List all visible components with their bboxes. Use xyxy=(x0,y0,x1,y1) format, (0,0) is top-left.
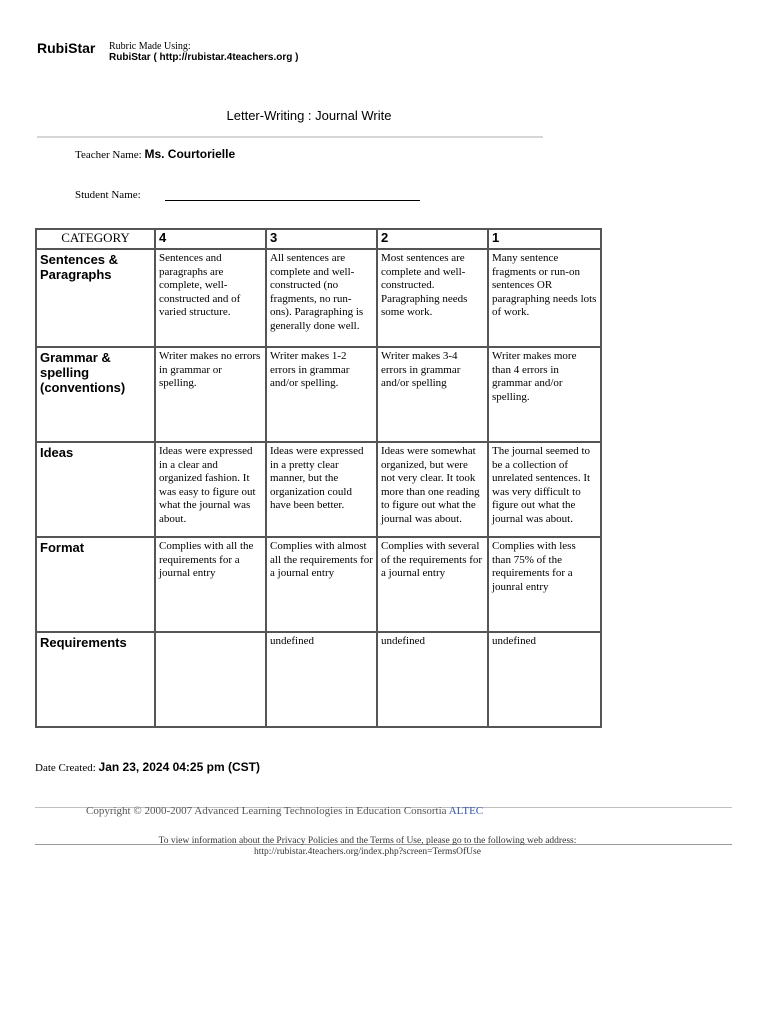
rubric-cell: Writer makes more than 4 errors in grammar and/or spelling. xyxy=(488,347,601,442)
rubric-cell: undefined xyxy=(488,632,601,727)
table-row xyxy=(36,249,601,347)
rubric-header-row xyxy=(36,229,601,249)
rubric-cell: undefined xyxy=(266,632,377,727)
row-category: Grammar & spelling (conventions) xyxy=(36,347,155,442)
row-category: Sentences & Paragraphs xyxy=(36,249,155,347)
teacher-name-label: Teacher Name: xyxy=(75,149,142,161)
rubric-cell: Writer makes 1-2 errors in grammar and/or spelling. xyxy=(266,347,377,442)
privacy-notice xyxy=(0,836,735,858)
header-score-2: 2 xyxy=(377,229,488,249)
header-score-3: 3 xyxy=(266,229,377,249)
page-title: Letter-Writing : Journal Write xyxy=(226,108,392,123)
rubric-table xyxy=(35,228,602,728)
table-row xyxy=(36,537,601,632)
rubric-cell: Ideas were expressed in a clear and organized fashion. It was easy to figure out what the journal was about. xyxy=(155,442,266,537)
copyright-text: Copyright © 2000-2007 Advanced Learning Technologies in Education Consortia xyxy=(86,805,447,817)
table-row xyxy=(36,632,601,727)
made-using-url[interactable]: RubiStar ( http://rubistar.4teachers.org ) xyxy=(109,52,299,63)
privacy-text: To view information about the Privacy Policies and the Terms of Use, please go to the following web address: xyxy=(158,836,577,846)
date-created-value: Jan 23, 2024 04:25 pm (CST) xyxy=(98,760,260,774)
rubric-cell: The journal seemed to be a collection of unrelated sentences. It was very difficult to figure out what the journal was about. xyxy=(488,442,601,537)
title-divider xyxy=(37,136,543,138)
rubric-cell: Writer makes no errors in grammar or spelling. xyxy=(155,347,266,442)
rubric-cell: Many sentence fragments or run-on sentences OR paragraphing needs lots of work. xyxy=(488,249,601,347)
row-category: Ideas xyxy=(36,442,155,537)
rubric-cell: Ideas were somewhat organized, but were not very clear. It took more than one reading to figure out what the journal was about. xyxy=(377,442,488,537)
header-category: CATEGORY xyxy=(36,229,155,249)
teacher-name-value: Ms. Courtorielle xyxy=(144,147,236,161)
header-score-1: 1 xyxy=(488,229,601,249)
table-row xyxy=(36,442,601,537)
rubric-cell: Ideas were expressed in a pretty clear manner, but the organization could have been better. xyxy=(266,442,377,537)
made-using-label: Rubric Made Using: xyxy=(109,41,191,52)
table-row xyxy=(36,347,601,442)
rubric-cell: Complies with almost all the requirements for a journal entry xyxy=(266,537,377,632)
student-name-line xyxy=(165,200,420,201)
rubric-cell: Complies with all the requirements for a journal entry xyxy=(155,537,266,632)
altec-link[interactable]: ALTEC xyxy=(448,805,484,817)
rubric-cell: Complies with less than 75% of the requirements for a jounral entry xyxy=(488,537,601,632)
header-score-4: 4 xyxy=(155,229,266,249)
rubric-cell xyxy=(155,632,266,727)
copyright-notice xyxy=(86,805,483,817)
date-created xyxy=(35,760,260,774)
rubric-cell: undefined xyxy=(377,632,488,727)
terms-url[interactable]: http://rubistar.4teachers.org/index.php?screen=TermsOfUse xyxy=(254,847,481,857)
row-category: Requirements xyxy=(36,632,155,727)
rubric-cell: Complies with several of the requirements for a journal entry xyxy=(377,537,488,632)
rubric-cell: Most sentences are complete and well-constructed. Paragraphing needs some work. xyxy=(377,249,488,347)
teacher-name-row xyxy=(75,147,235,161)
row-category: Format xyxy=(36,537,155,632)
made-using-note xyxy=(109,41,298,63)
rubric-cell: Sentences and paragraphs are complete, well-constructed and of varied structure. xyxy=(155,249,266,347)
rubric-cell: All sentences are complete and well-constructed (no fragments, no run-ons). Paragraphing is generally done well. xyxy=(266,249,377,347)
date-created-label: Date Created: xyxy=(35,762,96,774)
rubric-cell: Writer makes 3-4 errors in grammar and/or spelling xyxy=(377,347,488,442)
brand-logo: RubiStar xyxy=(37,40,96,56)
student-name-label: Student Name: xyxy=(75,189,141,201)
